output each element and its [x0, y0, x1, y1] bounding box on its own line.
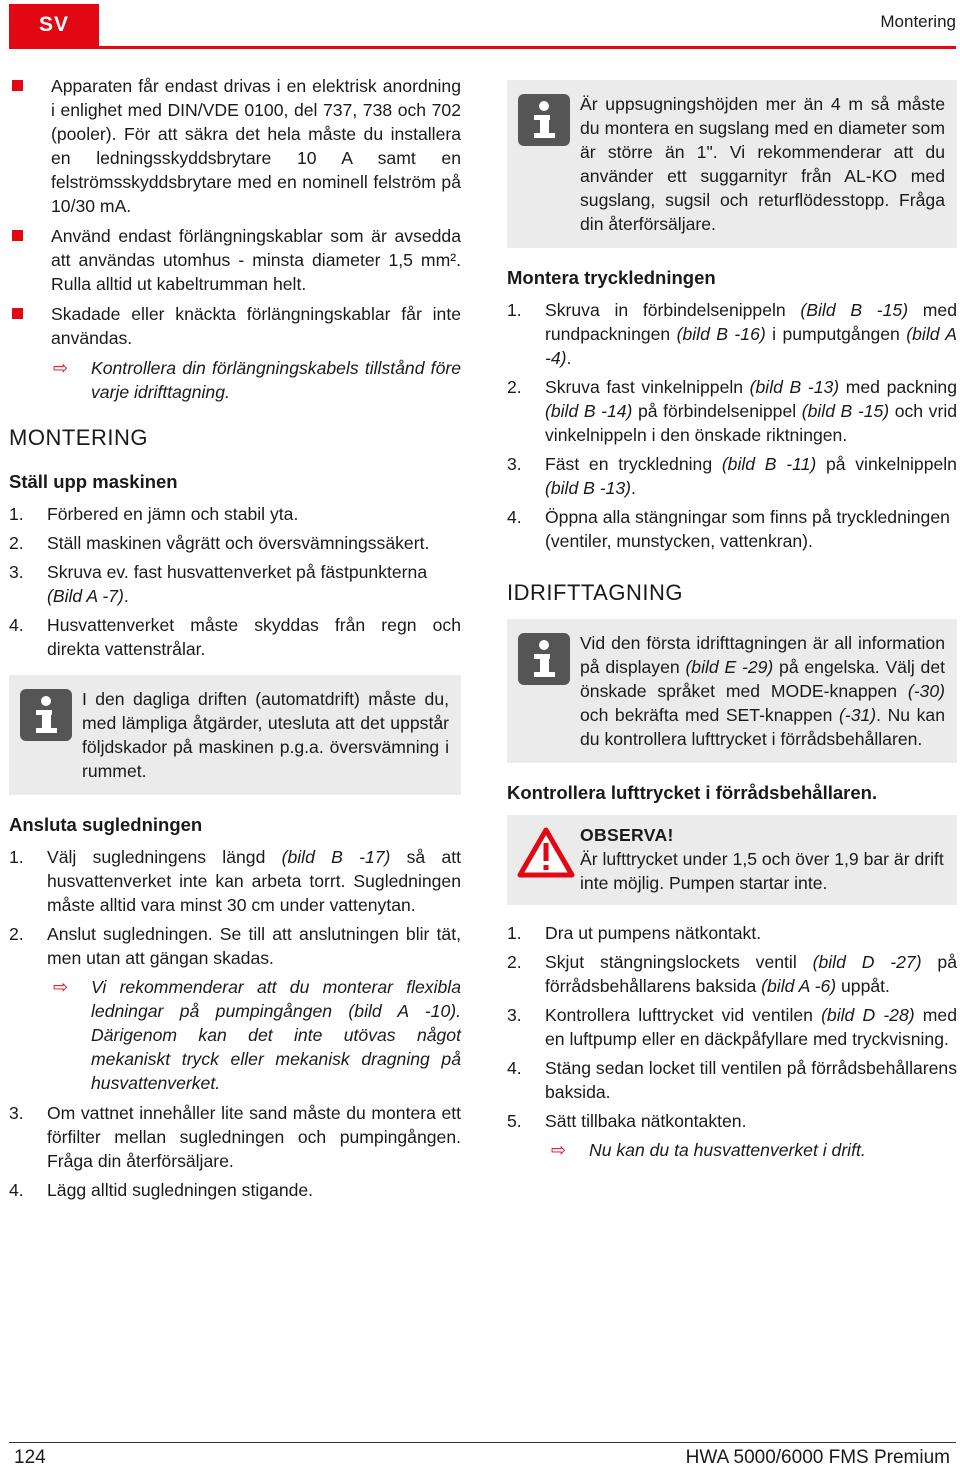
- list-item: 1. Välj sugledningens längd (bild B -17) så att husvattenverket inte kan arbeta torrt. Sugledningen måste alltid vara minst 30 cm under vattenytan.: [9, 847, 462, 915]
- section-heading-idrifttagning: IDRIFTTAGNING: [507, 580, 683, 605]
- model-name: HWA 5000/6000 FMS Premium: [685, 1447, 950, 1468]
- left-column: [9, 74, 461, 1207]
- list-item: 4. Lägg alltid sugledningen stigande.: [9, 1180, 314, 1200]
- language-tab: [9, 4, 99, 46]
- list-item: 3. Skruva ev. fast husvattenverket på fästpunkterna (Bild A -7).: [9, 562, 428, 606]
- subheading-stall-upp: Ställ upp maskinen: [9, 471, 178, 492]
- info-icon: [20, 689, 72, 741]
- result-note: ⇨ Vi rekommenderar att du monterar flexibla ledningar på pumpingången (bild A -10). Därigenom kan det inte utövas något mekaniskt tryck eller mekanisk dragning på husvattenverket.: [53, 977, 461, 1093]
- bullet-square-icon: [12, 230, 23, 241]
- list-item: 2. Skruva fast vinkelnippeln (bild B -13) med packning (bild B -14) på förbindelsenippel (bild B -15) och vrid vinkelnippeln i den önskade riktningen.: [507, 377, 958, 445]
- bullet-square-icon: [12, 80, 23, 91]
- language-label: SV: [38, 13, 69, 36]
- warning-title: OBSERVA!: [580, 825, 674, 845]
- arrow-right-icon: ⇨: [551, 1140, 567, 1160]
- result-note: ⇨ Nu kan du ta husvattenverket i drift.: [551, 1140, 866, 1160]
- list-item: 5. Sätt tillbaka nätkontakten.: [507, 1111, 747, 1131]
- footer-divider: [9, 1442, 956, 1443]
- info-box: Är uppsugningshöjden mer än 4 m så måste du montera en sugslang med en diameter som är större än 1". Vi rekommenderar att du använder ett suggarnityr från AL-KO med sugslang, sugsil och returflödesstopp. Fråga din återförsäljare.: [507, 80, 957, 248]
- bullet-square-icon: [12, 308, 23, 319]
- subheading-tryckledning: Montera tryckledningen: [507, 267, 716, 288]
- list-item: 3. Om vattnet innehåller lite sand måste du montera ett förfilter mellan sugledningen och pumpingången. Fråga din återförsäljare.: [9, 1103, 461, 1171]
- section-title: Montering: [880, 12, 956, 31]
- arrow-right-icon: ⇨: [53, 977, 69, 997]
- info-box: Vid den första idrifttagningen är all information på displayen (bild E -29) på engelska. Välj det önskade språket med MODE-knappen (-30) och bekräfta med SET-knappen (-31). Nu kan du kontrollera lufttrycket i förrådsbehållaren.: [507, 619, 957, 763]
- warning-triangle-icon: [517, 827, 575, 879]
- info-box: I den dagliga driften (automatdrift) måste du, med lämpliga åtgärder, utesluta att det uppstår följdskador på maskinen p.g.a. översvämning i rummet.: [9, 675, 461, 795]
- list-item: 2. Skjut stängningslockets ventil (bild D -27) på förrådsbehållarens baksida (bild A -6) uppåt.: [507, 952, 957, 996]
- list-item: 2. Ställ maskinen vågrätt och översvämningssäkert.: [9, 533, 430, 553]
- warning-box: [507, 815, 957, 905]
- list-item: 1. Förbered en jämn och stabil yta.: [9, 504, 299, 524]
- page-number: 124: [14, 1447, 46, 1468]
- list-item: 3. Fäst en tryckledning (bild B -11) på vinkelnippeln (bild B -13).: [507, 454, 957, 498]
- list-item: 2. Anslut sugledningen. Se till att anslutningen blir tät, men utan att gängan skadas.: [9, 924, 461, 968]
- info-icon: [518, 633, 570, 685]
- list-item: 4. Husvattenverket måste skyddas från regn och direkta vattenstrålar.: [9, 615, 461, 659]
- result-note: ⇨ Kontrollera din förlängningskabels tillstånd före varje idrifttagning.: [53, 358, 461, 402]
- arrow-right-icon: ⇨: [53, 358, 69, 378]
- list-item: 1. Dra ut pumpens nätkontakt.: [507, 923, 762, 943]
- bullet-item: Skadade eller knäckta förlängningskablar får inte användas.: [9, 302, 461, 350]
- section-heading-montering: MONTERING: [9, 425, 148, 450]
- subheading-ansluta: Ansluta sugledningen: [9, 814, 203, 835]
- header-divider: [9, 46, 956, 49]
- list-item: 3. Kontrollera lufttrycket vid ventilen (bild D -28) med en luftpump eller en däckpåfyllare med tryckvisning.: [507, 1005, 957, 1049]
- list-item: 4. Öppna alla stängningar som finns på tryckledningen (ventiler, munstycken, vattenkran).: [507, 507, 950, 551]
- subheading-kontrollera: Kontrollera lufttrycket i förrådsbehållaren.: [507, 782, 878, 803]
- list-item: 1. Skruva in förbindelsenippeln (Bild B -15) med rundpackningen (bild B -16) i pumputgången (bild A -4).: [507, 300, 958, 368]
- bullet-item: Använd endast förlängningskablar som är avsedda att användas utomhus - minsta diameter 1,5 mm². Rulla alltid ut kabeltrumman helt.: [9, 224, 461, 296]
- list-item: 4. Stäng sedan locket till ventilen på förrådsbehållarens baksida.: [507, 1058, 957, 1102]
- warning-text: Är lufttrycket under 1,5 och över 1,9 bar är drift inte möjlig. Pumpen startar inte.: [580, 849, 944, 893]
- info-icon: [518, 94, 570, 146]
- right-column: [507, 74, 957, 1168]
- bullet-item: Apparaten får endast drivas i en elektrisk anordning i enlighet med DIN/VDE 0100, del 737, 738 och 702 (pooler). För att säkra det hela måste du installera en ledningsskyddsbrytare 10 A samt en felströmsskyddsbrytare med en nominell felström på 10/30 mA.: [9, 74, 461, 218]
